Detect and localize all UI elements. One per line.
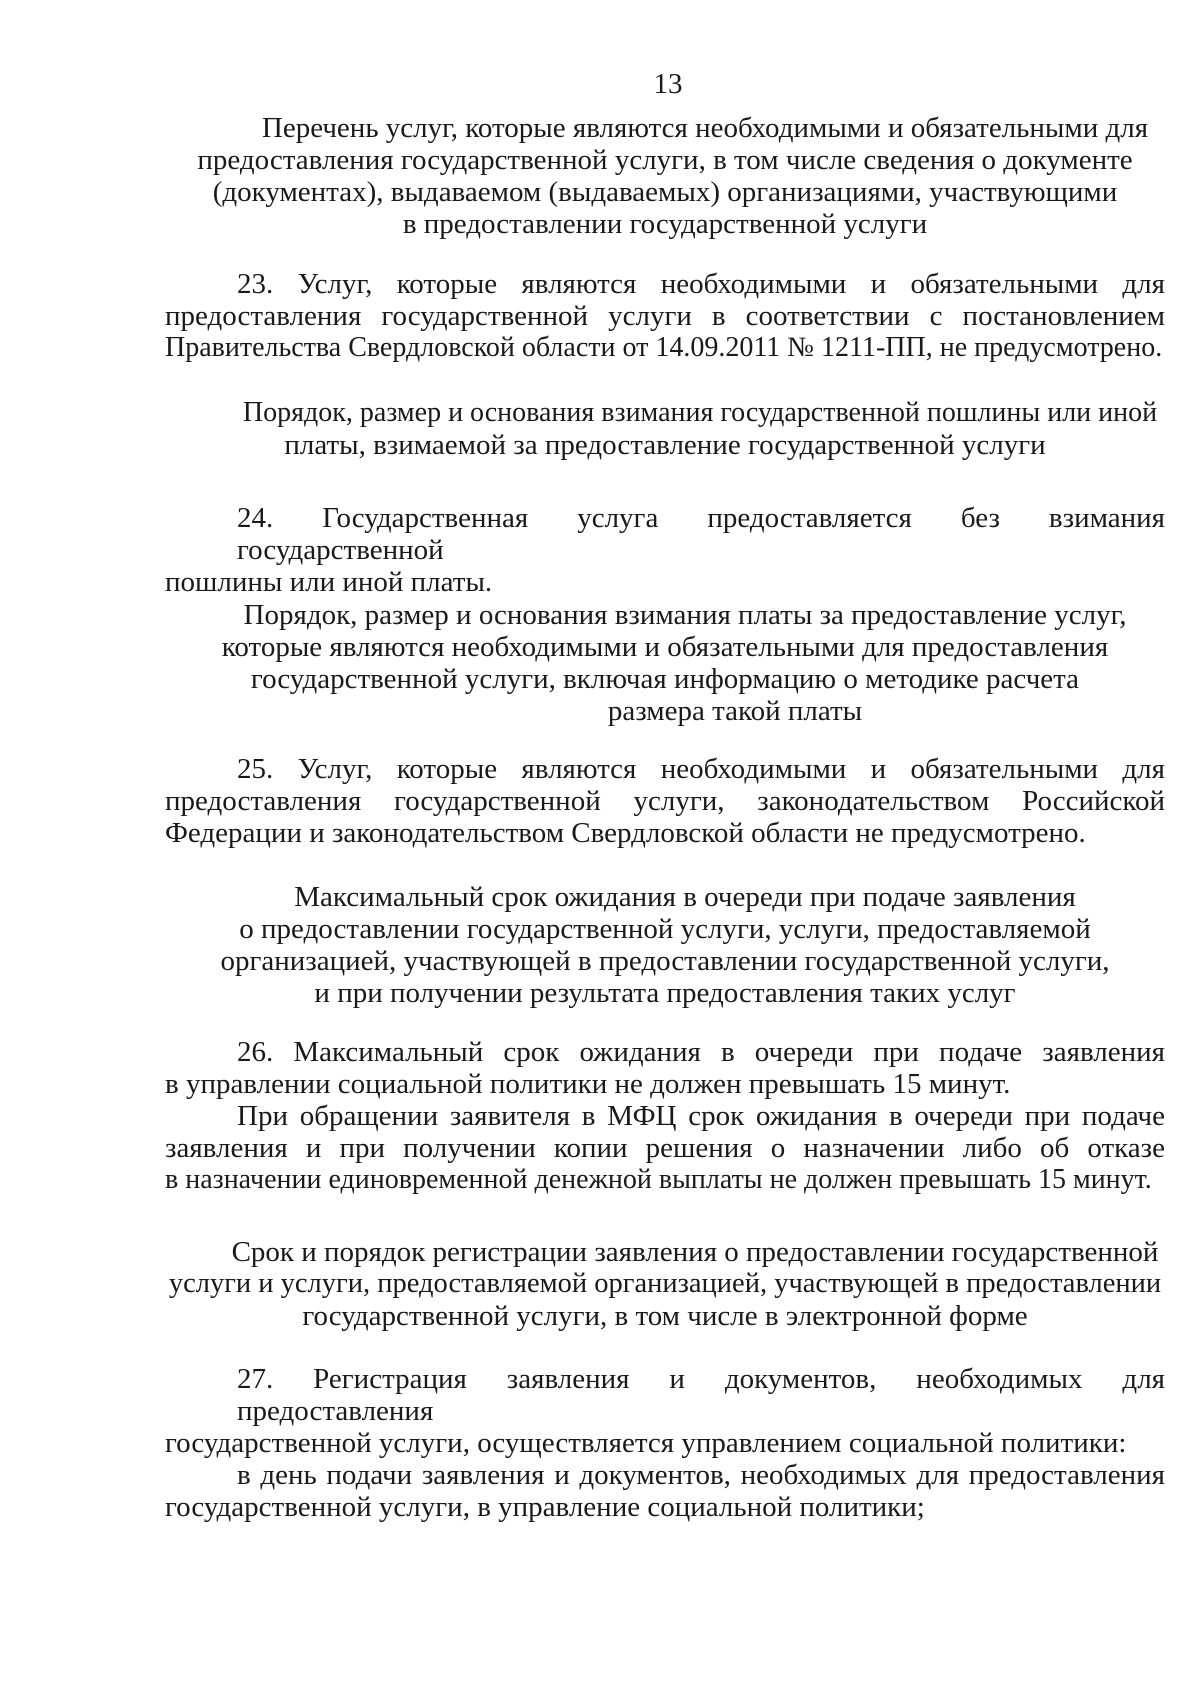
paragraph-line: в управлении социальной политики не должен превышать 15 минут. [165,1068,1011,1100]
paragraph-25 [165,753,1165,849]
page-number: 13 [653,68,683,100]
heading-line: услуги и услуги, предоставляемой организацией, участвующей в предоставлении [168,1268,1162,1299]
paragraph-24 [165,502,1165,598]
paragraph-line: При обращении заявителя в МФЦ срок ожидания в очереди при подаче [237,1100,1165,1132]
section-heading-fee-for-services [165,599,1165,727]
heading-line: которые являются необходимыми и обязательными для предоставления [221,631,1109,663]
paragraph-line: 25. Услуг, которые являются необходимыми и обязательными для [237,753,1165,785]
section-heading-services-list [165,112,1165,240]
paragraph-line: предоставления государственной услуги, законодательством Российской [165,785,1165,817]
paragraph-27 [165,1363,1165,1523]
paragraph-line: 26. Максимальный срок ожидания в очереди при подаче заявления [237,1036,1165,1068]
paragraph-line: пошлины или иной платы. [165,566,493,598]
heading-line: (документах), выдаваемом (выдаваемых) организациями, участвующими [212,176,1118,208]
paragraph-line: в день подачи заявления и документов, необходимых для предоставления [237,1459,1165,1491]
paragraph-line: 23. Услуг, которые являются необходимыми и обязательными для [237,268,1165,300]
heading-line: государственной услуги, включая информацию о методике расчета [250,663,1080,695]
paragraph-line: Федерации и законодательством Свердловской области не предусмотрено. [165,817,1086,849]
heading-line: организацией, участвующей в предоставлении государственной услуги, [220,945,1110,977]
paragraph-23 [165,268,1165,364]
paragraph-line: заявления и при получении копии решения о назначении либо об отказе [165,1132,1165,1164]
heading-line: Порядок, размер и основания взимания платы за предоставление услуг, [243,599,1127,631]
paragraph-line: Правительства Свердловской области от 14.09.2011 № 1211-ПП, не предусмотрено. [165,332,1163,363]
heading-line: размера такой платы [607,695,863,727]
paragraph-line: предоставления государственной услуги в соответствии с постановлением [165,300,1165,332]
heading-line: и при получении результата предоставления таких услуг [314,977,1016,1009]
paragraph-line: в назначении единовременной денежной выплаты не должен превышать 15 минут. [165,1164,1152,1195]
heading-line: государственной услуги, в том числе в электронной форме [302,1300,1028,1332]
paragraph-26 [165,1036,1165,1196]
heading-line: Срок и порядок регистрации заявления о предоставлении государственной [231,1236,1159,1268]
heading-line: о предоставлении государственной услуги, услуги, предоставляемой [239,913,1091,945]
heading-line: предоставления государственной услуги, в том числе сведения о документе [197,144,1133,176]
section-heading-queue-time [165,881,1165,1009]
section-heading-state-fee [165,397,1165,461]
paragraph-line: государственной услуги, в управление социальной политики; [165,1491,925,1523]
heading-line: платы, взимаемой за предоставление государственной услуги [284,429,1046,461]
heading-line: Перечень услуг, которые являются необходимыми и обязательными для [261,112,1149,144]
heading-line: Порядок, размер и основания взимания государственной пошлины или иной [242,397,1158,428]
heading-line: в предоставлении государственной услуги [402,208,928,240]
paragraph-line: 24. Государственная услуга предоставляется без взимания государственной [237,502,1165,566]
paragraph-line: 27. Регистрация заявления и документов, необходимых для предоставления [237,1363,1165,1427]
paragraph-line: государственной услуги, осуществляется управлением социальной политики: [165,1427,1127,1459]
section-heading-registration [165,1236,1165,1332]
heading-line: Максимальный срок ожидания в очереди при подаче заявления [294,881,1076,913]
